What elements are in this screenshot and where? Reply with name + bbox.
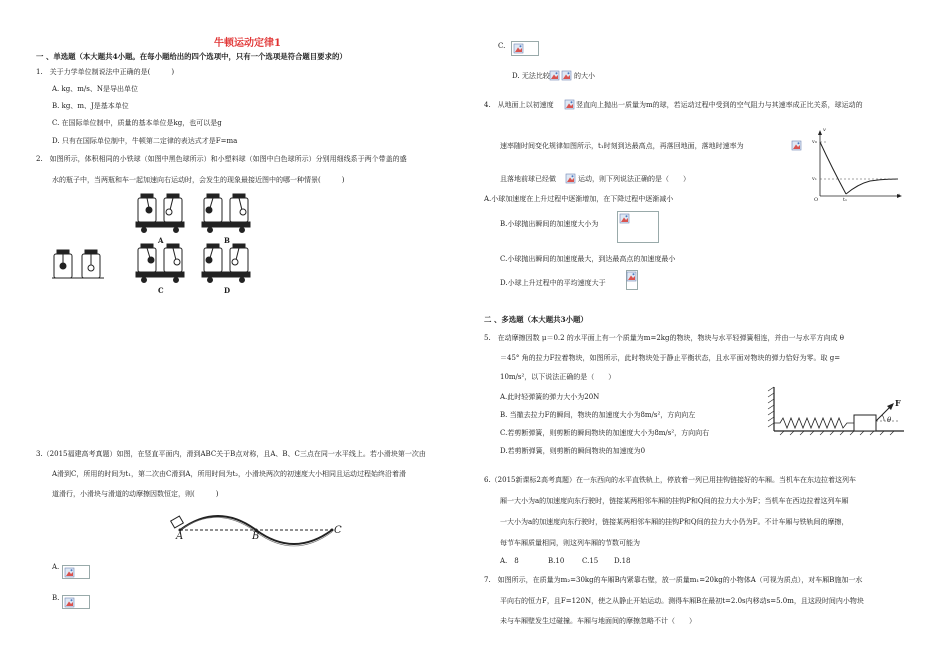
q7-line2: 平向右的恒力F，且F=120N，使之从静止开始运动。测得车厢B在最初t=2.0s内移动s=5.0m，且这段时间内小物块: [500, 597, 864, 605]
q3-option-b: B.: [52, 594, 60, 602]
q5-option-d: D.若剪断弹簧，则剪断的瞬间物块的加速度为0: [500, 447, 646, 455]
q5-option-c: C.若剪断弹簧，则剪断的瞬间物块的加速度大小为8m/s²，方向向右: [500, 429, 710, 437]
graph-y-label: v: [823, 127, 826, 133]
image-placeholder-icon: [566, 174, 575, 183]
page-title: 牛顿运动定律1: [214, 38, 281, 49]
q3-line3: 道滑行，小滑块与滑道的动摩擦因数恒定，则( ): [52, 490, 219, 498]
q4-option-d: D.小球上升过程中的平均速度大于: [500, 279, 606, 287]
image-placeholder-icon: [562, 71, 571, 80]
q4-option-b-formula-image: [617, 211, 659, 243]
image-placeholder-icon: [65, 598, 74, 607]
q2-line2: 水的瓶子中，当两瓶和车一起加速向右运动时，会发生的现象最接近图中的哪一种情景( ): [52, 176, 345, 184]
graph-x-label: t: [898, 193, 901, 199]
graph-t1-label: t₁: [843, 197, 848, 203]
q4-line3: 且落地前球已经做: [500, 175, 556, 183]
q3-option-b-image: [62, 595, 90, 609]
q2-label-a: A: [158, 236, 164, 245]
image-placeholder-icon: [65, 568, 74, 577]
image-placeholder-icon: [792, 141, 801, 150]
q3-point-a: A: [176, 531, 184, 542]
q5-option-a: A.此时轻弹簧的弹力大小为20N: [500, 393, 600, 401]
q1-stem: 1. 关于力学单位制说法中正确的是( ): [36, 68, 175, 76]
q3-option-a: A.: [52, 563, 60, 571]
q7-line1: 7. 如图所示，在质量为m₂=30kg的车厢B内紧靠右壁，放一质量m₁=20kg的小物体A（可视为质点），对车厢B施加一水: [484, 576, 863, 584]
q5-line3: 10m/s²，以下说法正确的是（ ）: [500, 373, 616, 381]
image-placeholder-icon: [550, 71, 559, 80]
v0-symbol-image: [565, 100, 574, 110]
q3-slide-figure: [168, 508, 353, 546]
q3-option-c: C.: [498, 42, 506, 50]
graph-v1-label: v₁: [812, 176, 817, 182]
q6-line3: 一大小为a的加速度向东行驶时，链接某两相邻车厢的挂钩P和Q间的拉力大小仍为F。不计车厢与铁轨间的摩擦，: [500, 518, 849, 526]
q2-label-c: C: [158, 286, 164, 295]
q3-point-c: C: [334, 525, 342, 536]
q4-line1-cont: 竖直向上抛出一质量为m的球，若运动过程中受到的空气阻力与其速率成正比关系，球运动的: [576, 101, 863, 109]
q4-option-c: C.小球抛出瞬间的加速度最大，到达最高点的加速度最小: [500, 255, 676, 263]
q6-option-b: B.10: [548, 557, 565, 565]
q6-option-d: D.18: [614, 557, 631, 565]
q1-option-b: B. kg、m、J是基本单位: [52, 102, 129, 110]
q6-line1: 6.（2015新课标2高考真题）在一东西向的水平直铁轨上，停放着一列已用挂钩链接好的车厢。当机车在东边拉着这列车: [484, 476, 856, 484]
q5-line2: ＝45° 角的拉力F拉着物块，如图所示，此时物块处于静止平衡状态，且水平面对物块的弹力恰好为零。取 g=: [500, 354, 841, 362]
t2-symbol-image: [562, 71, 571, 81]
v1-symbol-image: [792, 141, 801, 151]
q3-option-d: D. 无法比较: [512, 72, 550, 80]
q4-velocity-time-graph: [812, 128, 904, 204]
q4-line3-cont: 运动，则下列说法正确的是（ ）: [578, 175, 690, 183]
q3-option-a-image: [62, 565, 90, 579]
q6-line4: 每节车厢质量相同，则这列车厢的节数可能为: [500, 539, 640, 547]
q4-line1: 4. 从地面上以初速度: [484, 101, 554, 109]
q3-point-b: B: [252, 531, 260, 542]
q2-label-d: D: [224, 286, 231, 295]
graph-v0-label: v₀: [812, 139, 817, 145]
graph-origin-label: O: [814, 197, 819, 203]
q3-line2: A滑到C，所用的时间为t₁，第二次由C滑到A，所用时间为t₂，小滑块两次的初速度大小相同且运动过程始终沿着滑: [52, 470, 407, 478]
image-placeholder-icon: [514, 44, 523, 53]
q3-line1: 3.（2015福建高考真题）如图，在竖直平面内，滑到ABC关于B点对称，且A、B、C三点在同一水平线上。若小滑块第一次由: [36, 450, 426, 458]
q6-line2: 厢一大小为a的加速度向东行驶时，链接某两相邻车厢的挂钩P和Q间的拉力大小为F；当机车在西边拉着这列车厢: [500, 497, 849, 505]
image-placeholder-icon: [620, 214, 629, 223]
image-placeholder-icon: [565, 100, 574, 109]
q3-option-d-tail: 的大小: [574, 72, 595, 80]
q4-line2: 速率随时间变化规律如图所示，t₁时刻到达最高点，再落回地面，落地时速率为: [500, 142, 744, 150]
q1-option-d: D. 只有在国际单位制中，牛顿第二定律的表达式才是F=ma: [52, 137, 238, 145]
q1-option-a: A. kg、m/s、N是导出单位: [52, 85, 138, 93]
section-multiple-choice: 二 、多选题（本大题共3小题）: [484, 315, 588, 324]
q2-bottles-figure: [50, 192, 260, 298]
q6-option-c: C.15: [582, 557, 599, 565]
q2-label-b: B: [224, 236, 230, 245]
q3-option-c-image: [511, 41, 539, 56]
t1-symbol-image: [550, 71, 559, 81]
q2-line1: 2. 如图所示，体积相同的小铁球（如图中黑色球所示）和小塑料球（如图中白色球所示）分别用细线系于两个带盖的盛: [36, 155, 407, 163]
image-placeholder-icon: [627, 272, 636, 281]
section-single-choice: 一 、单选题（本大题共4小题。在每小题给出的四个选项中，只有一个选项是符合题目要求的）: [36, 52, 347, 61]
q5-spring-block-figure: [768, 383, 906, 437]
q5-option-b: B. 当撤去拉力F的瞬间，物块的加速度大小为8m/s²，方向向左: [500, 411, 696, 419]
uniform-motion-image: [566, 174, 575, 184]
q6-option-a: A. 8: [500, 557, 519, 565]
q4-option-d-formula-image: [626, 270, 638, 290]
q7-line3: 未与车厢壁发生过碰撞。车厢与地面间的摩擦忽略不计（ ）: [500, 617, 696, 625]
q4-option-a: A.小球加速度在上升过程中逐渐增加，在下降过程中逐渐减小: [484, 195, 674, 203]
q5-force-label: F: [895, 398, 901, 408]
q1-option-c: C. 在国际单位制中，质量的基本单位是kg，也可以是g: [52, 119, 222, 127]
q5-line1: 5. 在动摩擦因数 μ＝0.2 的水平面上有一个质量为m=2kg的物块，物块与水平轻弹簧相连，并由一与水平方向成 θ: [484, 334, 844, 342]
q4-option-b: B.小球抛出瞬间的加速度大小为: [500, 220, 599, 228]
q5-angle-label: θ: [887, 416, 892, 424]
